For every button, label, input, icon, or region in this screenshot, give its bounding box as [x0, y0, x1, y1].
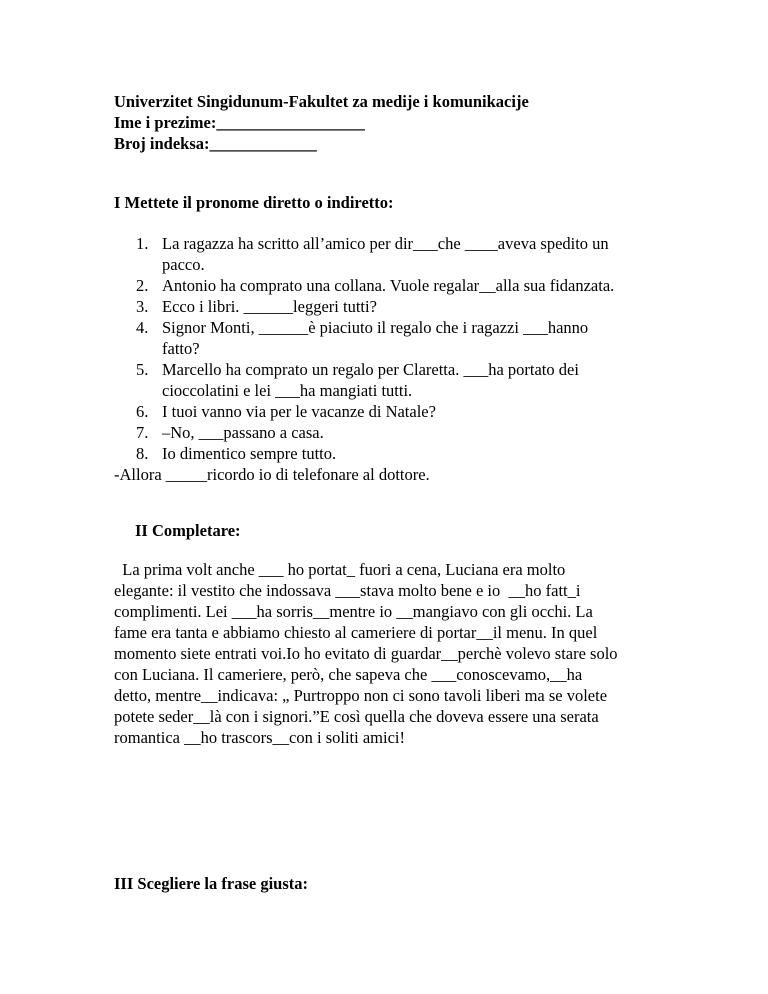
- name-field-line: Ime i prezime:__________________: [114, 113, 365, 132]
- item-text-line: Io dimentico sempre tutto.: [162, 444, 337, 463]
- list-item: [114, 296, 674, 317]
- item-number: 4.: [136, 318, 149, 337]
- item-text-line: cioccolatini e lei ___ha mangiati tutti.: [162, 381, 413, 400]
- item-number: 8.: [136, 444, 149, 463]
- list-item: [114, 422, 674, 443]
- list-item: [114, 443, 674, 464]
- item-number: 7.: [136, 423, 149, 442]
- list-item: [114, 233, 674, 275]
- completion-paragraph: [114, 559, 674, 748]
- item-number: 5.: [136, 360, 149, 379]
- list-item: [114, 275, 674, 296]
- paragraph-line: La prima volt anche ___ ho portat_ fuori a cena, Luciana era molto: [114, 560, 566, 579]
- list-item: [114, 317, 674, 359]
- paragraph-line: fame era tanta e abbiamo chiesto al cameriere di portar__il menu. In quel: [114, 623, 598, 642]
- section-2-title: II Completare:: [135, 521, 241, 540]
- paragraph-line: con Luciana. Il cameriere, però, che sapeva che ___conoscevamo,__ha: [114, 665, 583, 684]
- list-item: [114, 401, 674, 422]
- item-text-line: –No, ___passano a casa.: [162, 423, 324, 442]
- section-3-title: III Scegliere la frase giusta:: [114, 874, 308, 893]
- item-text-line: Ecco i libri. ______leggeri tutti?: [162, 297, 377, 316]
- item-text-line: pacco.: [162, 255, 205, 274]
- paragraph-line: complimenti. Lei ___ha sorris__mentre io __mangiavo con gli occhi. La: [114, 602, 593, 621]
- item-text-line: I tuoi vanno via per le vacanze di Natale?: [162, 402, 436, 421]
- item-text-line: Antonio ha comprato una collana. Vuole regalar__alla sua fidanzata.: [162, 276, 615, 295]
- item-number: 2.: [136, 276, 149, 295]
- list-item: [114, 359, 674, 401]
- university-line: Univerzitet Singidunum-Fakultet za medije i komunikacije: [114, 92, 529, 111]
- item-number: 6.: [136, 402, 149, 421]
- paragraph-line: elegante: il vestito che indossava ___stava molto bene e io __ho fatt_i: [114, 581, 581, 600]
- exercise-list: [114, 233, 674, 485]
- item-number: 1.: [136, 234, 149, 253]
- paragraph-line: detto, mentre__indicava: „ Purtroppo non ci sono tavoli liberi ma se volete: [114, 686, 608, 705]
- item-text-line: fatto?: [162, 339, 200, 358]
- item-text-line: Marcello ha comprato un regalo per Claretta. ___ha portato dei: [162, 360, 579, 379]
- item-text-line: Signor Monti, ______è piaciuto il regalo che i ragazzi ___hanno: [162, 318, 589, 337]
- section-1-title: I Mettete il pronome diretto o indiretto:: [114, 193, 394, 212]
- item-text-line: La ragazza ha scritto all’amico per dir___che ____aveva spedito un: [162, 234, 609, 253]
- document-header: [114, 91, 529, 154]
- paragraph-line: romantica __ho trascors__con i soliti amici!: [114, 728, 405, 747]
- index-field-line: Broj indeksa:_____________: [114, 134, 317, 153]
- list-tail-line: -Allora _____ricordo io di telefonare al dottore.: [114, 465, 430, 484]
- paragraph-line: momento siete entrati voi.Io ho evitato di guardar__perchè volevo stare solo: [114, 644, 618, 663]
- item-number: 3.: [136, 297, 149, 316]
- paragraph-line: potete seder__là con i signori.”E così quella che doveva essere una serata: [114, 707, 599, 726]
